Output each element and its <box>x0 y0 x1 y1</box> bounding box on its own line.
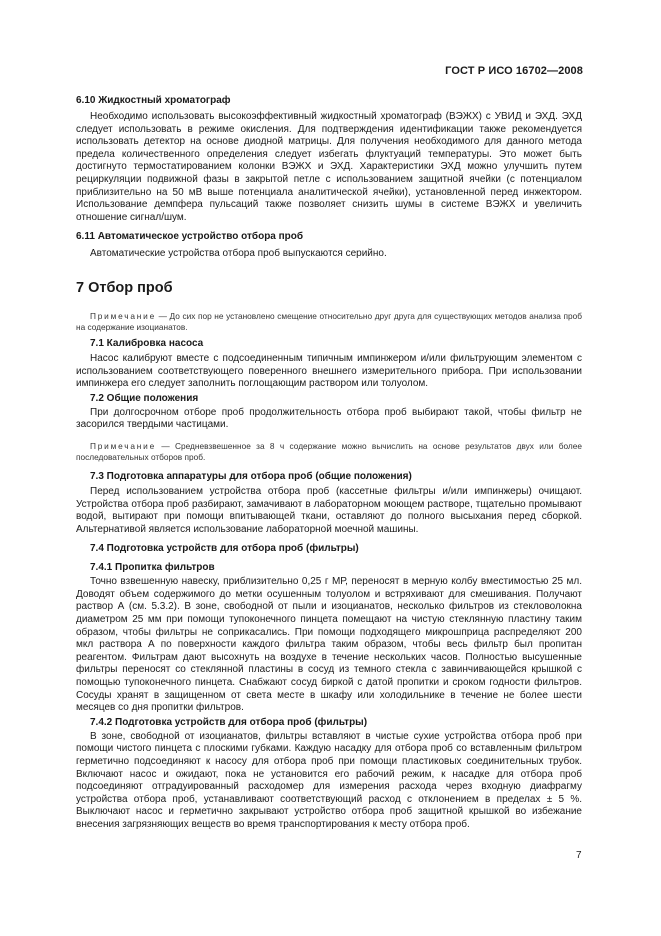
note-7-2 <box>76 441 582 463</box>
paragraph-6-11: Автоматические устройства отбора проб выпускаются серийно. <box>90 248 387 260</box>
paragraph-7-1: Насос калибруют вместе с подсоединенным типичным импинжером и/или фильтрующим элементом с использованием соответствующего поверенного внешнего измерительного прибора. При использовании импинжера его следует заполнить поглощающим раствором или толуолом. <box>76 352 582 390</box>
heading-7: 7 Отбор проб <box>76 279 173 296</box>
note-7 <box>76 311 582 333</box>
page-number: 7 <box>576 850 582 861</box>
paragraph-7-4-1: Точно взвешенную навеску, приблизительно 0,25 г МР, переносят в мерную колбу вместимостью 25 мл. Доводят объем содержимого до метки осушенным толуолом и встряхивают для смешивания. Получают раствор А (см. 5.3.2). В зоне, свободной от пыли и изоцианатов, несколько фильтров из стекловолокна диаметром 25 мм при помощи тупоконечного пинцета помещают на чистую стеклянную пластину таким образом, чтобы фильтры не соприкасались. При помощи подходящего микрошприца распределяют 200 мкл раствора А по поверхности каждого фильтра таким образом, чтобы весь фильтр был пропитан реагентом. Фильтрам дают высохнуть на воздухе в течение нескольких часов. Полностью высушенные фильтры переносят со стеклянной пластины в сосуд из темного стекла с завинчивающейся крышкой с помощью тупоконечного пинцета. Снабжают сосуд биркой с датой пропитки и сроком годности фильтров. Сосуды хранят в защищенном от света месте в шкафу или холодильнике в течение не более шести месяцев со дня пропитки фильтров. <box>76 576 582 714</box>
heading-7-4-2: 7.4.2 Подготовка устройств для отбора проб (фильтры) <box>90 716 368 728</box>
heading-7-4: 7.4 Подготовка устройств для отбора проб (фильтры) <box>90 543 359 555</box>
paragraph-6-10: Необходимо использовать высокоэффективный жидкостный хроматограф (ВЭЖХ) с УВИД и ЭХД. ЭХД следует использовать в режиме окисления. Для подтверждения идентификации также рекомендуется использовать детектор на основе диодной матрицы. Для получения необходимого для данного метода предела количественного определения следует избегать флуктуаций температуры. Это может быть достигнуто термостатированием колонки ВЭЖХ и ЭХД. Характеристики ЭХД можно улучшить путем рециркуляции подвижной фазы в закрытой петле с использованием защитной ячейки (с потенциалом приблизительно на 50 мВ выше потенциала аналитической ячейки), установленной перед инжектором. Использование демпфера пульсаций также позволяет снизить шумы в системе ВЭЖХ и увеличить отношение сигнал/шум. <box>76 111 582 223</box>
heading-6-10: 6.10 Жидкостный хроматограф <box>76 95 231 106</box>
heading-7-1: 7.1 Калибровка насоса <box>90 337 204 349</box>
heading-7-2: 7.2 Общие положения <box>90 392 199 404</box>
heading-7-3: 7.3 Подготовка аппаратуры для отбора проб (общие положения) <box>90 470 412 482</box>
paragraph-7-4-2: В зоне, свободной от изоцианатов, фильтры вставляют в чистые сухие устройства отбора проб при помощи чистого пинцета с плоскими губками. Каждую насадку для отбора проб со вставленным фильтром герметично подсоединяют к насосу для отбора проб при помощи пластиковых соединительных трубок. Включают насос и ожидают, пока не установится его рабочий режим, к насадке для отбора проб подсоединяют отградуированный расходомер для измерения расхода через входную диафрагму устройства отбора проб, устанавливают соответствующий расход с отклонением в пределах ± 5 %. Выключают насос и герметично закрывают устройство отбора проб защитной крышкой во избежание внесения загрязняющих веществ во время транспортирования к месту отбора проб. <box>76 730 582 830</box>
paragraph-7-2: При долгосрочном отборе проб продолжительность отбора проб выбирают такой, чтобы фильтр не засорился твердыми частицами. <box>76 406 582 431</box>
paragraph-7-3: Перед использованием устройства отбора проб (кассетные фильтры и/или импинжеры) очищают. Устройства отбора проб разбирают, замачивают в лабораторном моющем растворе, тщательно промывают водой, вытирают при помощи впитывающей ткани, оставляют до полного высыхания перед сборкой. Альтернативой является использование лабораторной моечной машины. <box>76 485 582 535</box>
note-text-7-2: — Средневзвешенное за 8 ч содержание можно вычислить на основе результатов двух или более последовательных отборов проб. <box>76 440 582 462</box>
note-label-7-2: Примечание <box>90 440 157 451</box>
document-body <box>76 92 582 832</box>
standard-header: ГОСТ Р ИСО 16702—2008 <box>445 65 583 77</box>
heading-7-4-1: 7.4.1 Пропитка фильтров <box>90 562 215 574</box>
note-label: Примечание <box>90 310 157 321</box>
note-text: — До сих пор не установлено смещение относительно друг друга для существующих методов анализа проб на содержание изоцианатов. <box>76 310 582 332</box>
heading-6-11: 6.11 Автоматическое устройство отбора проб <box>76 231 304 243</box>
